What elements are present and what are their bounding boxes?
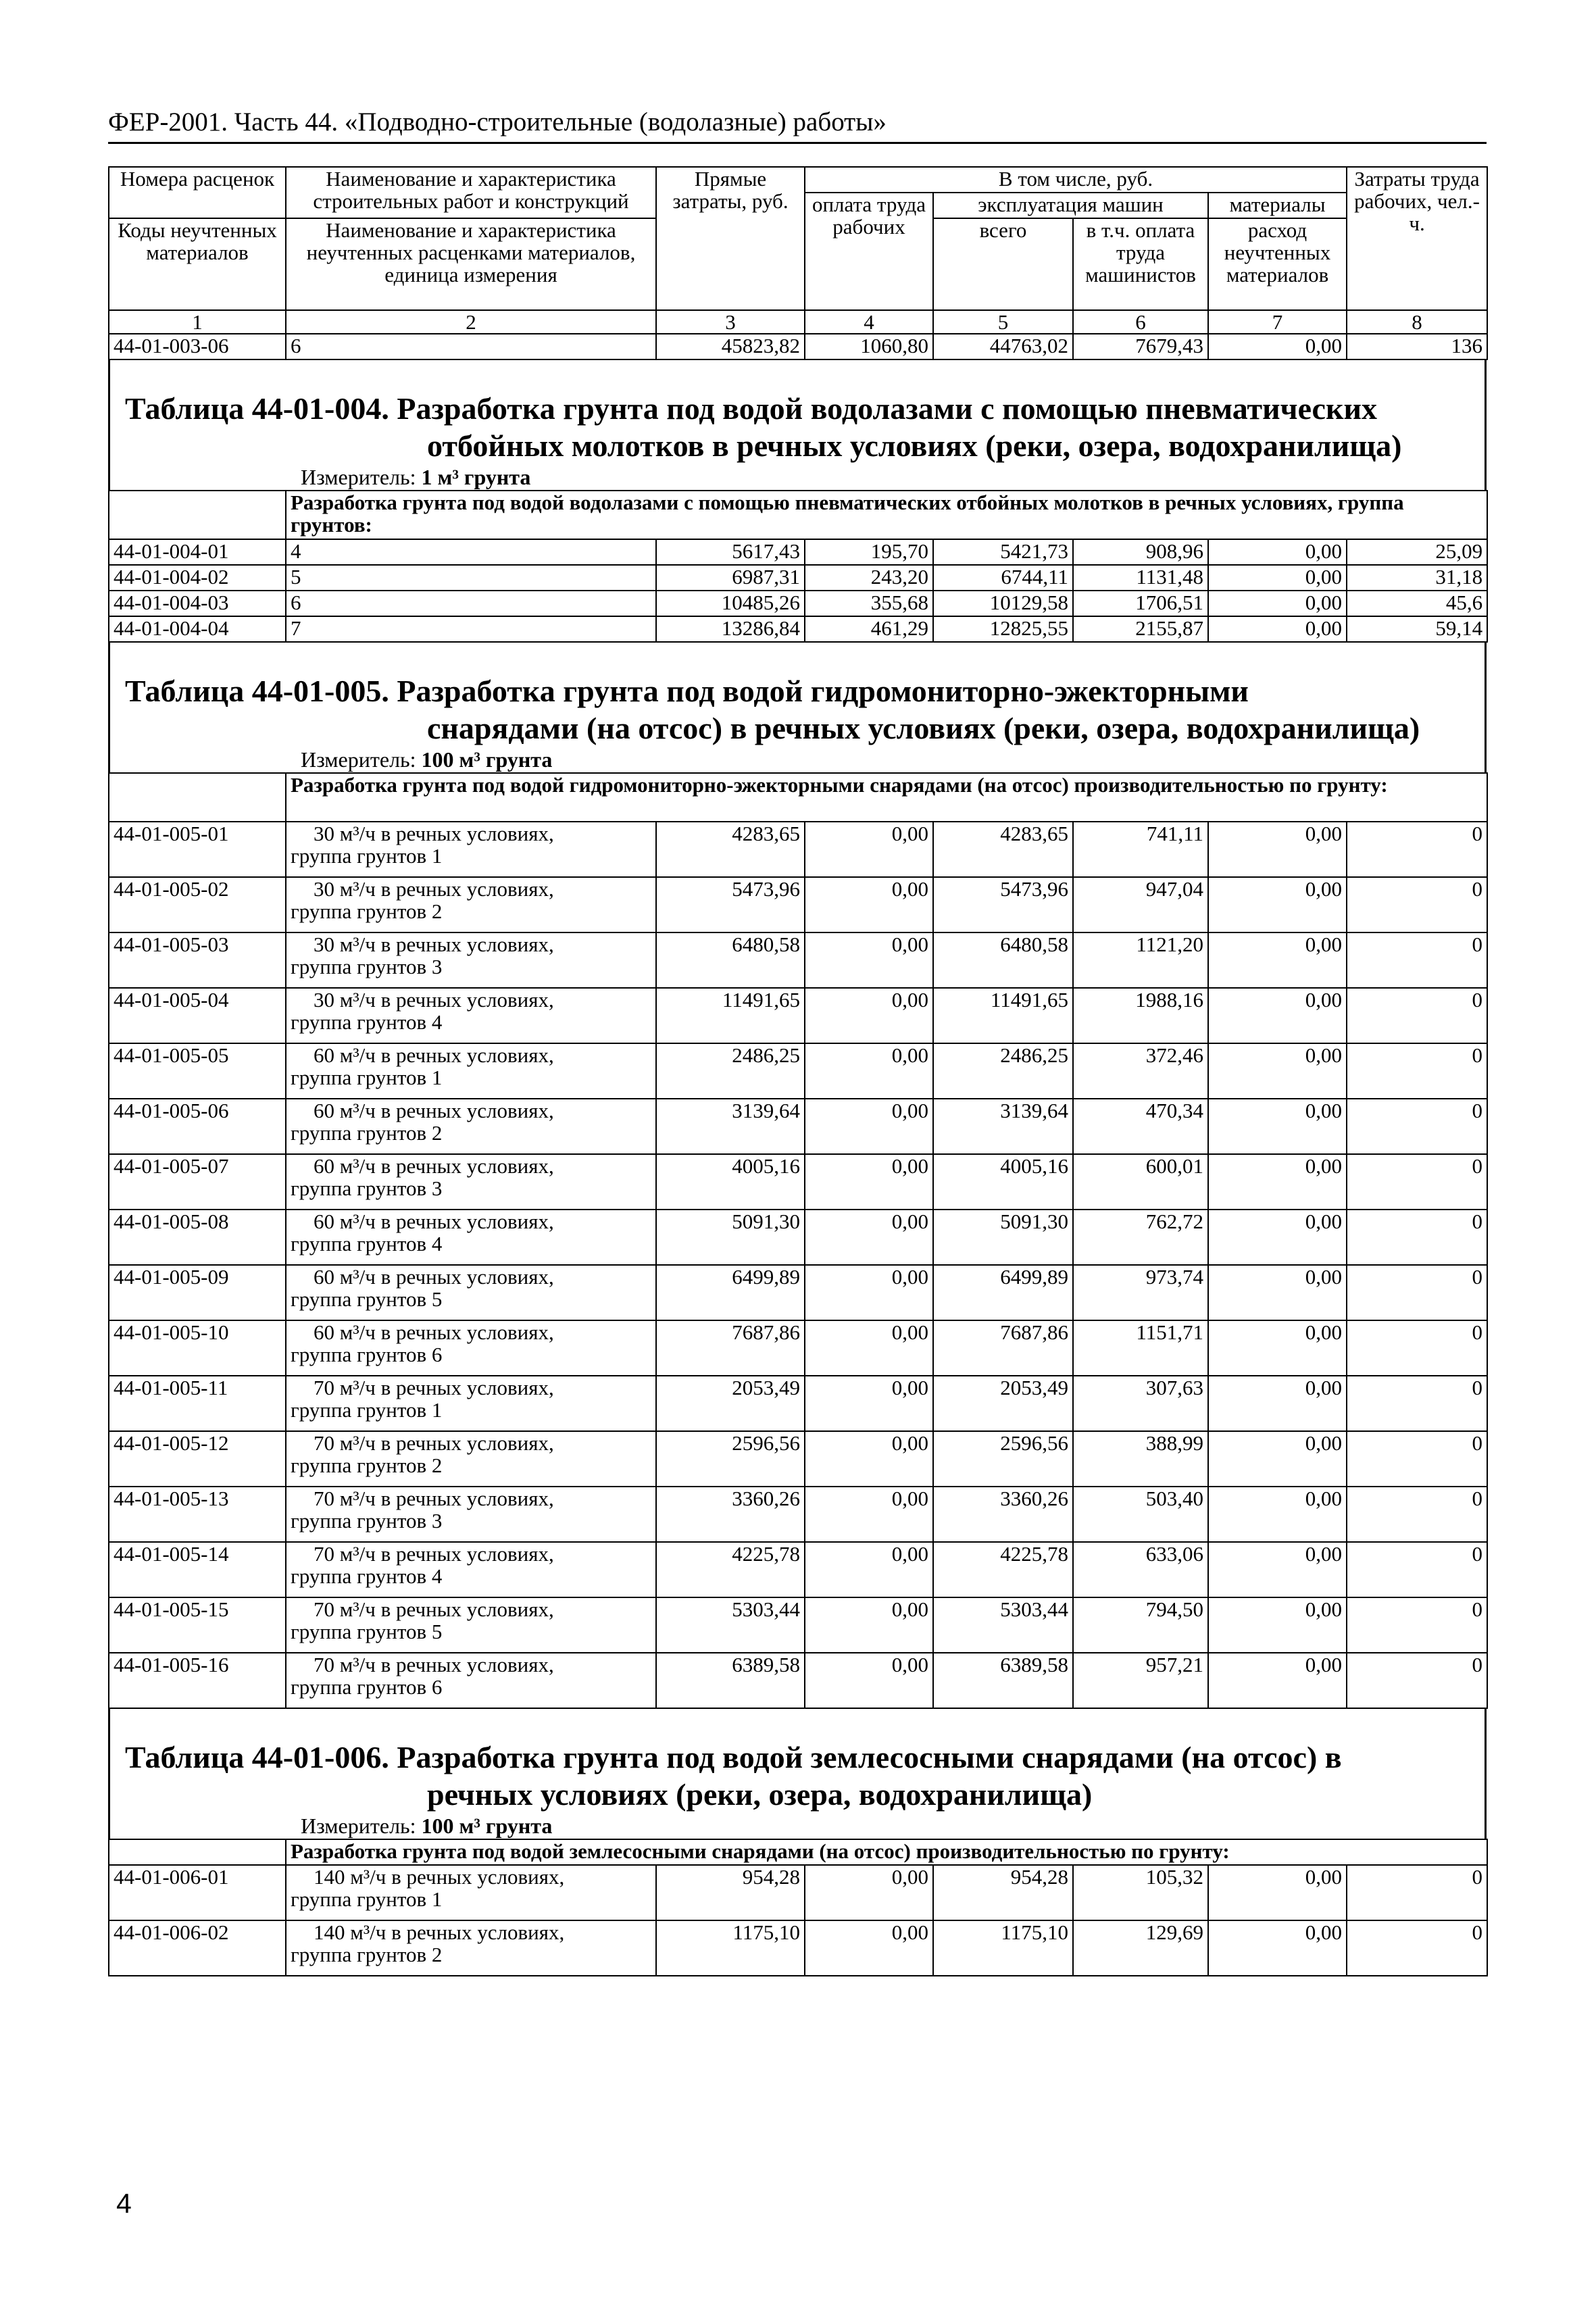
section-table-005 — [108, 643, 1487, 772]
row-name-line-1: 30 м³/ч в речных условиях, — [314, 877, 554, 901]
header-num-3: 3 — [656, 310, 805, 334]
row-name: 6 — [286, 591, 656, 616]
row-machines-incl: 470,34 — [1073, 1099, 1208, 1154]
row-materials: 0,00 — [1208, 539, 1347, 565]
row-code: 44-01-004-03 — [109, 591, 286, 616]
row-name-line-1: 140 м³/ч в речных условиях, — [314, 1920, 565, 1944]
row-materials: 0,00 — [1208, 877, 1347, 932]
row-name-line-2: группа грунтов 4 — [291, 1564, 443, 1588]
measure-unit-value: 100 м³ грунта — [421, 747, 553, 772]
row-code: 44-01-004-02 — [109, 565, 286, 591]
row-materials: 0,00 — [1208, 932, 1347, 988]
table-row — [109, 334, 1487, 359]
row-labor-pay: 0,00 — [805, 1431, 933, 1487]
section-title — [110, 1709, 1485, 1813]
section-title-line-1: Таблица 44-01-006. Разработка грунта под водой землесосными снарядами (на отсос) в — [125, 1740, 1342, 1774]
page-header — [108, 107, 1487, 144]
row-labor-costs: 0 — [1347, 1210, 1487, 1265]
header-num-5: 5 — [933, 310, 1073, 334]
group-code-cell — [109, 773, 286, 822]
row-direct: 2486,25 — [656, 1043, 805, 1099]
measure-unit — [110, 747, 1485, 772]
row-direct: 3139,64 — [656, 1099, 805, 1154]
row-name-line-2: группа грунтов 1 — [291, 1398, 443, 1422]
table-row — [109, 1487, 1487, 1542]
row-direct: 11491,65 — [656, 988, 805, 1043]
row-materials: 0,00 — [1208, 1487, 1347, 1542]
row-machines-incl: 105,32 — [1073, 1865, 1208, 1920]
table-row — [109, 988, 1487, 1043]
row-labor-pay: 0,00 — [805, 1865, 933, 1920]
row-machines-total: 2053,49 — [933, 1376, 1073, 1431]
row-direct: 5091,30 — [656, 1210, 805, 1265]
row-labor-pay: 355,68 — [805, 591, 933, 616]
row-labor-pay: 1060,80 — [805, 334, 933, 359]
row-machines-incl: 372,46 — [1073, 1043, 1208, 1099]
row-name — [286, 1542, 656, 1597]
row-direct: 5473,96 — [656, 877, 805, 932]
row-name-line-1: 60 м³/ч в речных условиях, — [314, 1099, 554, 1122]
row-code: 44-01-005-15 — [109, 1597, 286, 1653]
row-direct: 6480,58 — [656, 932, 805, 988]
row-name-line-2: группа грунтов 1 — [291, 1066, 443, 1089]
row-labor-pay: 243,20 — [805, 565, 933, 591]
group-label: Разработка грунта под водой водолазами с помощью пневматических отбойных молотков в речных условиях, группа грунтов: — [286, 491, 1487, 539]
row-name-line-2: группа грунтов 1 — [291, 1887, 443, 1911]
row-direct: 5303,44 — [656, 1597, 805, 1653]
measure-unit — [110, 464, 1485, 490]
row-name — [286, 1320, 656, 1376]
row-labor-costs: 25,09 — [1347, 539, 1487, 565]
table-row — [109, 1865, 1487, 1920]
row-machines-total: 10129,58 — [933, 591, 1073, 616]
row-name-line-2: группа грунтов 3 — [291, 955, 443, 978]
section-title-line-1: Таблица 44-01-004. Разработка грунта под водой водолазами с помощью пневматических — [125, 391, 1377, 426]
row-machines-total: 6499,89 — [933, 1265, 1073, 1320]
row-code: 44-01-005-04 — [109, 988, 286, 1043]
row-name-line-1: 30 м³/ч в речных условиях, — [314, 822, 554, 845]
header-materials-consumption: расход неучтенных материалов — [1208, 218, 1347, 310]
header-num-2: 2 — [286, 310, 656, 334]
table-row — [109, 1653, 1487, 1708]
row-name-line-1: 60 м³/ч в речных условиях, — [314, 1320, 554, 1344]
row-direct: 4283,65 — [656, 822, 805, 877]
row-machines-total: 2596,56 — [933, 1431, 1073, 1487]
header-num-7: 7 — [1208, 310, 1347, 334]
row-direct: 6499,89 — [656, 1265, 805, 1320]
header-name-top: Наименование и характеристика строительных работ и конструкций — [286, 167, 656, 218]
row-name-line-1: 70 м³/ч в речных условиях, — [314, 1376, 554, 1399]
row-machines-incl: 633,06 — [1073, 1542, 1208, 1597]
row-materials: 0,00 — [1208, 1431, 1347, 1487]
row-name-line-1: 30 м³/ч в речных условиях, — [314, 988, 554, 1012]
row-name — [286, 822, 656, 877]
row-machines-total: 6744,11 — [933, 565, 1073, 591]
row-name: 5 — [286, 565, 656, 591]
section-title — [110, 360, 1485, 464]
row-code: 44-01-003-06 — [109, 334, 286, 359]
row-labor-pay: 0,00 — [805, 822, 933, 877]
row-labor-costs: 0 — [1347, 1154, 1487, 1210]
row-name — [286, 1431, 656, 1487]
row-direct: 4005,16 — [656, 1154, 805, 1210]
data-table-005 — [108, 772, 1488, 1709]
row-labor-pay: 0,00 — [805, 1099, 933, 1154]
row-code: 44-01-005-07 — [109, 1154, 286, 1210]
header-materials: материалы — [1208, 193, 1347, 218]
row-name — [286, 1653, 656, 1708]
row-code: 44-01-005-13 — [109, 1487, 286, 1542]
row-name-line-2: группа грунтов 2 — [291, 1943, 443, 1966]
row-materials: 0,00 — [1208, 1265, 1347, 1320]
row-name-line-1: 70 м³/ч в речных условиях, — [314, 1487, 554, 1510]
row-labor-costs: 0 — [1347, 822, 1487, 877]
row-labor-costs: 0 — [1347, 1099, 1487, 1154]
row-name — [286, 1154, 656, 1210]
row-code: 44-01-005-11 — [109, 1376, 286, 1431]
row-labor-costs: 0 — [1347, 932, 1487, 988]
row-materials: 0,00 — [1208, 822, 1347, 877]
row-machines-incl: 973,74 — [1073, 1265, 1208, 1320]
row-direct: 4225,78 — [656, 1542, 805, 1597]
row-machines-total: 1175,10 — [933, 1920, 1073, 1976]
row-name: 6 — [286, 334, 656, 359]
row-labor-pay: 0,00 — [805, 1320, 933, 1376]
table-row — [109, 1043, 1487, 1099]
header-labor-costs: Затраты труда рабочих, чел.-ч. — [1347, 167, 1487, 310]
row-labor-costs: 0 — [1347, 1376, 1487, 1431]
measure-unit — [110, 1813, 1485, 1839]
row-labor-costs: 0 — [1347, 988, 1487, 1043]
table-row — [109, 1210, 1487, 1265]
row-name — [286, 1865, 656, 1920]
row-labor-costs: 0 — [1347, 1653, 1487, 1708]
row-machines-incl: 129,69 — [1073, 1920, 1208, 1976]
row-labor-costs: 0 — [1347, 1431, 1487, 1487]
row-machines-total: 12825,55 — [933, 616, 1073, 642]
measure-unit-value: 1 м³ грунта — [421, 465, 531, 489]
row-labor-pay: 0,00 — [805, 1920, 933, 1976]
row-code: 44-01-005-03 — [109, 932, 286, 988]
row-materials: 0,00 — [1208, 565, 1347, 591]
row-code: 44-01-005-09 — [109, 1265, 286, 1320]
row-code: 44-01-005-01 — [109, 822, 286, 877]
row-direct: 45823,82 — [656, 334, 805, 359]
table-row — [109, 1431, 1487, 1487]
measure-unit-label: Измеритель: — [301, 1814, 422, 1838]
row-materials: 0,00 — [1208, 616, 1347, 642]
row-labor-pay: 0,00 — [805, 932, 933, 988]
row-materials: 0,00 — [1208, 1597, 1347, 1653]
row-labor-pay: 0,00 — [805, 1376, 933, 1431]
row-machines-total: 44763,02 — [933, 334, 1073, 359]
measure-unit-label: Измеритель: — [301, 747, 422, 772]
header-num-8: 8 — [1347, 310, 1487, 334]
column-header-table — [108, 166, 1488, 360]
row-machines-incl: 957,21 — [1073, 1653, 1208, 1708]
row-name-line-2: группа грунтов 6 — [291, 1343, 443, 1366]
header-num-1: 1 — [109, 310, 286, 334]
group-code-cell — [109, 491, 286, 539]
row-name-line-1: 70 м³/ч в речных условиях, — [314, 1597, 554, 1621]
row-machines-incl: 2155,87 — [1073, 616, 1208, 642]
row-name-line-2: группа грунтов 3 — [291, 1176, 443, 1200]
row-labor-pay: 461,29 — [805, 616, 933, 642]
header-codes-top: Номера расценок — [109, 167, 286, 218]
row-code: 44-01-006-01 — [109, 1865, 286, 1920]
header-labor-pay: оплата труда рабочих — [805, 193, 933, 310]
row-name — [286, 932, 656, 988]
row-name — [286, 1043, 656, 1099]
row-name-line-1: 30 м³/ч в речных условиях, — [314, 932, 554, 956]
row-name-line-2: группа грунтов 5 — [291, 1287, 443, 1311]
row-materials: 0,00 — [1208, 1099, 1347, 1154]
row-labor-pay: 0,00 — [805, 1487, 933, 1542]
row-name-line-1: 60 м³/ч в речных условиях, — [314, 1265, 554, 1289]
group-label: Разработка грунта под водой землесосными снарядами (на отсос) производительностью по грунту: — [286, 1839, 1487, 1865]
row-name-line-1: 70 м³/ч в речных условиях, — [314, 1653, 554, 1676]
row-code: 44-01-005-06 — [109, 1099, 286, 1154]
row-machines-total: 5091,30 — [933, 1210, 1073, 1265]
section-title-line-2: снарядами (на отсос) в речных условиях (реки, озера, водохранилища) — [427, 711, 1420, 745]
row-name-line-2: группа грунтов 6 — [291, 1675, 443, 1699]
row-labor-costs: 0 — [1347, 1597, 1487, 1653]
row-code: 44-01-005-12 — [109, 1431, 286, 1487]
row-materials: 0,00 — [1208, 1320, 1347, 1376]
row-labor-costs: 136 — [1347, 334, 1487, 359]
row-machines-total: 5421,73 — [933, 539, 1073, 565]
row-machines-incl: 741,11 — [1073, 822, 1208, 877]
row-code: 44-01-004-01 — [109, 539, 286, 565]
row-materials: 0,00 — [1208, 1210, 1347, 1265]
row-machines-incl: 307,63 — [1073, 1376, 1208, 1431]
row-machines-incl: 908,96 — [1073, 539, 1208, 565]
row-machines-incl: 503,40 — [1073, 1487, 1208, 1542]
row-materials: 0,00 — [1208, 591, 1347, 616]
table-row — [109, 1542, 1487, 1597]
row-code: 44-01-005-05 — [109, 1043, 286, 1099]
document-title: ФЕР-2001. Часть 44. «Подводно-строительные (водолазные) работы» — [108, 107, 887, 136]
section-table-004 — [108, 360, 1487, 490]
row-direct: 3360,26 — [656, 1487, 805, 1542]
row-name-line-2: группа грунтов 5 — [291, 1620, 443, 1643]
row-machines-incl: 794,50 — [1073, 1597, 1208, 1653]
row-machines-total: 5473,96 — [933, 877, 1073, 932]
measure-unit-label: Измеритель: — [301, 465, 422, 489]
row-materials: 0,00 — [1208, 1865, 1347, 1920]
row-labor-costs: 0 — [1347, 1043, 1487, 1099]
header-num-6: 6 — [1073, 310, 1208, 334]
header-num-4: 4 — [805, 310, 933, 334]
row-labor-costs: 0 — [1347, 877, 1487, 932]
row-name — [286, 988, 656, 1043]
row-labor-pay: 0,00 — [805, 1265, 933, 1320]
header-machines-total: всего — [933, 218, 1073, 310]
row-machines-total: 6389,58 — [933, 1653, 1073, 1708]
row-labor-pay: 0,00 — [805, 988, 933, 1043]
table-row — [109, 616, 1487, 642]
row-machines-total: 3360,26 — [933, 1487, 1073, 1542]
measure-unit-value: 100 м³ грунта — [421, 1814, 553, 1838]
row-labor-costs: 45,6 — [1347, 591, 1487, 616]
row-name-line-1: 60 м³/ч в речных условиях, — [314, 1043, 554, 1067]
header-direct-costs: Прямые затраты, руб. — [656, 167, 805, 310]
row-direct: 7687,86 — [656, 1320, 805, 1376]
row-materials: 0,00 — [1208, 1542, 1347, 1597]
row-machines-total: 2486,25 — [933, 1043, 1073, 1099]
row-labor-costs: 0 — [1347, 1542, 1487, 1597]
row-name-line-1: 70 м³/ч в речных условиях, — [314, 1542, 554, 1566]
section-title-line-2: отбойных молотков в речных условиях (реки, озера, водохранилища) — [427, 428, 1402, 463]
table-row — [109, 822, 1487, 877]
row-labor-pay: 0,00 — [805, 1043, 933, 1099]
row-machines-incl: 947,04 — [1073, 877, 1208, 932]
row-machines-incl: 1121,20 — [1073, 932, 1208, 988]
row-direct: 5617,43 — [656, 539, 805, 565]
section-title-line-1: Таблица 44-01-005. Разработка грунта под водой гидромониторно-эжекторными — [125, 674, 1249, 708]
row-name — [286, 1487, 656, 1542]
row-direct: 2596,56 — [656, 1431, 805, 1487]
row-code: 44-01-006-02 — [109, 1920, 286, 1976]
row-labor-pay: 0,00 — [805, 877, 933, 932]
row-labor-costs: 0 — [1347, 1265, 1487, 1320]
row-machines-incl: 388,99 — [1073, 1431, 1208, 1487]
row-machines-total: 5303,44 — [933, 1597, 1073, 1653]
row-name-line-2: группа грунтов 4 — [291, 1232, 443, 1255]
row-labor-pay: 0,00 — [805, 1542, 933, 1597]
table-row — [109, 1154, 1487, 1210]
table-row — [109, 1320, 1487, 1376]
table-row — [109, 1265, 1487, 1320]
row-direct: 6389,58 — [656, 1653, 805, 1708]
row-materials: 0,00 — [1208, 988, 1347, 1043]
row-machines-total: 4005,16 — [933, 1154, 1073, 1210]
row-labor-costs: 31,18 — [1347, 565, 1487, 591]
row-labor-costs: 59,14 — [1347, 616, 1487, 642]
table-row — [109, 1376, 1487, 1431]
row-labor-pay: 0,00 — [805, 1210, 933, 1265]
row-name-line-2: группа грунтов 1 — [291, 844, 443, 868]
row-materials: 0,00 — [1208, 334, 1347, 359]
header-name-bottom: Наименование и характеристика неучтенных расценками материалов, единица измерения — [286, 218, 656, 310]
table-row — [109, 565, 1487, 591]
row-machines-total: 3139,64 — [933, 1099, 1073, 1154]
row-name-line-2: группа грунтов 2 — [291, 1121, 443, 1145]
row-direct: 6987,31 — [656, 565, 805, 591]
row-name — [286, 1920, 656, 1976]
row-direct: 1175,10 — [656, 1920, 805, 1976]
row-machines-incl: 1131,48 — [1073, 565, 1208, 591]
table-row — [109, 591, 1487, 616]
row-labor-pay: 0,00 — [805, 1597, 933, 1653]
header-including: В том числе, руб. — [805, 167, 1347, 193]
row-machines-total: 4283,65 — [933, 822, 1073, 877]
row-code: 44-01-005-10 — [109, 1320, 286, 1376]
row-name — [286, 1210, 656, 1265]
row-code: 44-01-004-04 — [109, 616, 286, 642]
row-materials: 0,00 — [1208, 1043, 1347, 1099]
section-title — [110, 643, 1485, 747]
row-labor-costs: 0 — [1347, 1920, 1487, 1976]
row-name-line-1: 70 м³/ч в речных условиях, — [314, 1431, 554, 1455]
row-machines-incl: 600,01 — [1073, 1154, 1208, 1210]
row-name-line-1: 140 м³/ч в речных условиях, — [314, 1865, 565, 1889]
row-name-line-2: группа грунтов 4 — [291, 1010, 443, 1034]
row-direct: 954,28 — [656, 1865, 805, 1920]
row-machines-incl: 1988,16 — [1073, 988, 1208, 1043]
header-machines: эксплуатация машин — [933, 193, 1208, 218]
row-name: 7 — [286, 616, 656, 642]
data-table-004 — [108, 490, 1488, 643]
table-row — [109, 1597, 1487, 1653]
group-label: Разработка грунта под водой гидромониторно-эжекторными снарядами (на отсос) производительностью по грунту: — [286, 773, 1487, 822]
row-name — [286, 1265, 656, 1320]
row-labor-pay: 0,00 — [805, 1154, 933, 1210]
row-materials: 0,00 — [1208, 1154, 1347, 1210]
row-labor-costs: 0 — [1347, 1865, 1487, 1920]
page-number: 4 — [116, 2188, 132, 2219]
section-table-006 — [108, 1709, 1487, 1839]
row-machines-total: 4225,78 — [933, 1542, 1073, 1597]
row-name: 4 — [286, 539, 656, 565]
document-body — [108, 166, 1487, 1976]
row-code: 44-01-005-16 — [109, 1653, 286, 1708]
row-name-line-1: 60 м³/ч в речных условиях, — [314, 1154, 554, 1178]
header-machines-incl: в т.ч. оплата труда машинистов — [1073, 218, 1208, 310]
row-machines-total: 11491,65 — [933, 988, 1073, 1043]
row-materials: 0,00 — [1208, 1653, 1347, 1708]
row-labor-pay: 0,00 — [805, 1653, 933, 1708]
row-name — [286, 1597, 656, 1653]
row-labor-costs: 0 — [1347, 1487, 1487, 1542]
table-row — [109, 1099, 1487, 1154]
row-machines-total: 7687,86 — [933, 1320, 1073, 1376]
row-direct: 13286,84 — [656, 616, 805, 642]
section-title-line-2: речных условиях (реки, озера, водохранилища) — [427, 1777, 1093, 1812]
row-labor-costs: 0 — [1347, 1320, 1487, 1376]
row-materials: 0,00 — [1208, 1920, 1347, 1976]
row-name-line-2: группа грунтов 2 — [291, 1453, 443, 1477]
row-name — [286, 1099, 656, 1154]
data-table-006 — [108, 1839, 1488, 1976]
row-machines-incl: 1151,71 — [1073, 1320, 1208, 1376]
row-name-line-2: группа грунтов 2 — [291, 899, 443, 923]
row-direct: 2053,49 — [656, 1376, 805, 1431]
row-name — [286, 1376, 656, 1431]
row-machines-incl: 762,72 — [1073, 1210, 1208, 1265]
table-row — [109, 932, 1487, 988]
row-code: 44-01-005-08 — [109, 1210, 286, 1265]
row-materials: 0,00 — [1208, 1376, 1347, 1431]
row-name-line-2: группа грунтов 3 — [291, 1509, 443, 1533]
group-code-cell — [109, 1839, 286, 1865]
row-machines-total: 954,28 — [933, 1865, 1073, 1920]
row-labor-pay: 195,70 — [805, 539, 933, 565]
table-row — [109, 1920, 1487, 1976]
table-row — [109, 539, 1487, 565]
row-direct: 10485,26 — [656, 591, 805, 616]
row-machines-incl: 1706,51 — [1073, 591, 1208, 616]
row-machines-incl: 7679,43 — [1073, 334, 1208, 359]
row-code: 44-01-005-02 — [109, 877, 286, 932]
row-name — [286, 877, 656, 932]
row-machines-total: 6480,58 — [933, 932, 1073, 988]
row-code: 44-01-005-14 — [109, 1542, 286, 1597]
table-row — [109, 877, 1487, 932]
row-name-line-1: 60 м³/ч в речных условиях, — [314, 1210, 554, 1233]
header-codes-bottom: Коды неучтенных материалов — [109, 218, 286, 310]
